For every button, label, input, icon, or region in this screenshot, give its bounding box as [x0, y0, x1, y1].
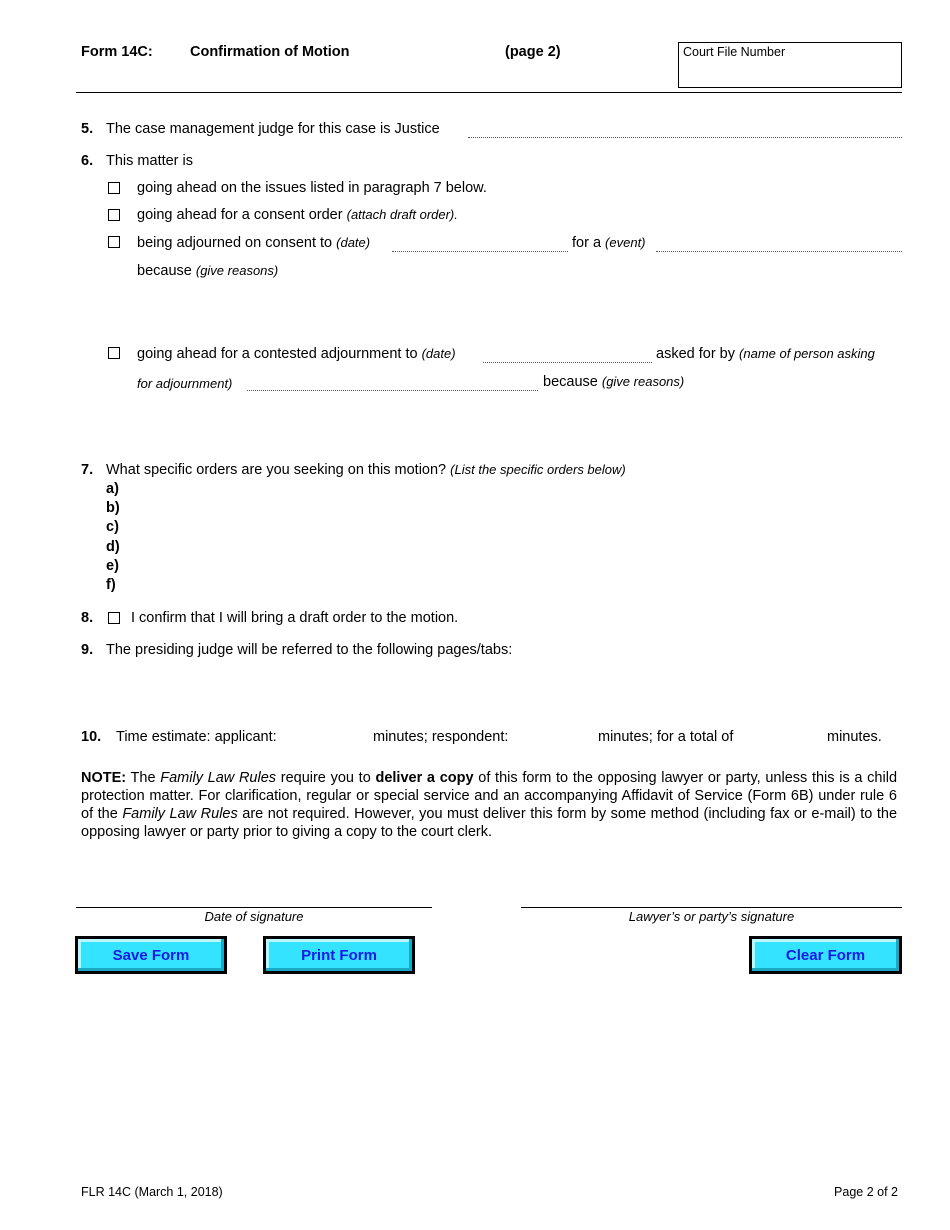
applicant-minutes-field[interactable] — [298, 727, 368, 747]
note-paragraph — [81, 769, 897, 841]
orders-field[interactable] — [126, 481, 902, 597]
adjourned-for-text: for a — [572, 235, 602, 251]
order-letter-e: e) — [106, 558, 119, 574]
option-consent-order-checkbox[interactable] — [108, 209, 120, 221]
date-of-signature-caption: Date of signature — [204, 909, 304, 924]
note-rules-1: Family Law Rules — [160, 770, 277, 786]
item7-hint: (List the specific orders below) — [450, 462, 626, 477]
contested-date-hint: (date) — [421, 346, 456, 361]
adjourned-consent-text: being adjourned on consent to — [137, 235, 333, 251]
footer-page-number: Page 2 of 2 — [834, 1185, 898, 1199]
item8-number: 8. — [81, 610, 94, 626]
item9-number: 9. — [81, 642, 94, 658]
header-divider — [76, 92, 902, 93]
item10-number: 10. — [81, 729, 102, 745]
note-text-3: of this form to the opposing lawyer or party, unless this is a child protection matter. For clarification, regular or special service and an accompanying Affidavit of Service (Form 6B) under rule 6 of the — [81, 770, 898, 822]
item5-text: The case management judge for this case is Justice — [106, 121, 440, 137]
order-letter-c: c) — [106, 519, 119, 535]
draft-order-checkbox[interactable] — [108, 612, 120, 624]
item8-text: I confirm that I will bring a draft order to the motion. — [131, 610, 459, 626]
total-minutes-label: minutes; for a total of — [598, 729, 734, 745]
note-text-1: The — [126, 770, 161, 786]
minutes-label: minutes. — [827, 729, 882, 745]
note-label: NOTE: — [81, 770, 127, 786]
date-signature-line[interactable] — [76, 907, 432, 908]
order-letter-b: b) — [106, 500, 120, 516]
contested-person-hint: (name of person asking — [739, 346, 875, 361]
form-title: Confirmation of Motion — [190, 44, 350, 60]
option-contested-adjournment-checkbox[interactable] — [108, 347, 120, 359]
item7-text — [106, 462, 626, 478]
option-adjourned-consent-label — [137, 235, 370, 251]
note-text-2: require you to — [276, 770, 376, 786]
contested-because-text: because — [543, 374, 598, 390]
contested-because-label — [543, 374, 684, 390]
option-going-ahead-label: going ahead on the issues listed in paragraph 7 below. — [137, 180, 487, 196]
adjourned-reasons-field[interactable] — [137, 285, 902, 335]
save-form-button[interactable]: Save Form — [75, 936, 227, 974]
adjourned-date-hint: (date) — [336, 235, 371, 250]
adjourned-because-text: because — [137, 263, 192, 279]
note-bold: deliver a copy — [375, 770, 474, 786]
note-rules-2: Family Law Rules — [122, 806, 238, 822]
adjourned-event-field[interactable] — [656, 251, 902, 252]
footer-form-id: FLR 14C (March 1, 2018) — [81, 1185, 223, 1199]
item6-number: 6. — [81, 153, 94, 169]
order-letter-f: f) — [106, 577, 116, 593]
contested-asked-text: asked for by — [656, 346, 735, 362]
party-signature-caption: Lawyer’s or party’s signature — [628, 909, 795, 924]
print-form-button[interactable]: Print Form — [263, 936, 415, 974]
contested-person-hint-2: for adjournment) — [137, 376, 233, 391]
option-adjourned-consent-checkbox[interactable] — [108, 236, 120, 248]
party-signature-line[interactable] — [521, 907, 902, 908]
respondent-minutes-label: minutes; respondent: — [373, 729, 509, 745]
court-file-number-label: Court File Number — [683, 45, 786, 59]
adjourned-reasons-hint: (give reasons) — [195, 263, 279, 278]
contested-date-field[interactable] — [483, 362, 652, 363]
adjourned-event-hint: (event) — [605, 235, 646, 250]
contested-asked-label — [656, 346, 875, 362]
total-minutes-field[interactable] — [748, 727, 822, 747]
time-estimate-label: Time estimate: applicant: — [116, 729, 277, 745]
court-file-number-box[interactable] — [678, 42, 902, 88]
adjourned-because-label — [137, 263, 278, 279]
form-number: Form 14C: — [81, 44, 153, 60]
consent-order-hint: (attach draft order). — [346, 207, 458, 222]
judge-name-field[interactable] — [468, 137, 902, 138]
contested-reasons-hint: (give reasons) — [601, 374, 685, 389]
order-letter-d: d) — [106, 539, 120, 555]
contested-text: going ahead for a contested adjournment to — [137, 346, 418, 362]
item9-text: The presiding judge will be referred to the following pages/tabs: — [106, 642, 513, 658]
item7-question: What specific orders are you seeking on this motion? — [106, 462, 447, 478]
consent-order-text: going ahead for a consent order — [137, 207, 343, 223]
order-letter-a: a) — [106, 481, 119, 497]
respondent-minutes-field[interactable] — [522, 727, 594, 747]
adjourned-date-field[interactable] — [392, 251, 568, 252]
item5-number: 5. — [81, 121, 94, 137]
contested-person-field[interactable] — [247, 390, 538, 391]
option-contested-adjournment-label — [137, 346, 456, 362]
adjourned-for-label — [572, 235, 646, 251]
contested-reasons-field[interactable] — [137, 398, 902, 448]
page-label: (page 2) — [505, 44, 561, 60]
item7-number: 7. — [81, 462, 94, 478]
pages-tabs-field[interactable] — [106, 662, 902, 712]
item6-text: This matter is — [106, 153, 194, 169]
note-text-4: are not required. However, you must deliver this form by some method (including fax or e-mail) to the opposing lawyer or party prior to giving a copy to the court clerk. — [81, 806, 898, 840]
option-consent-order-label — [137, 207, 458, 223]
option-going-ahead-checkbox[interactable] — [108, 182, 120, 194]
clear-form-button[interactable]: Clear Form — [749, 936, 902, 974]
